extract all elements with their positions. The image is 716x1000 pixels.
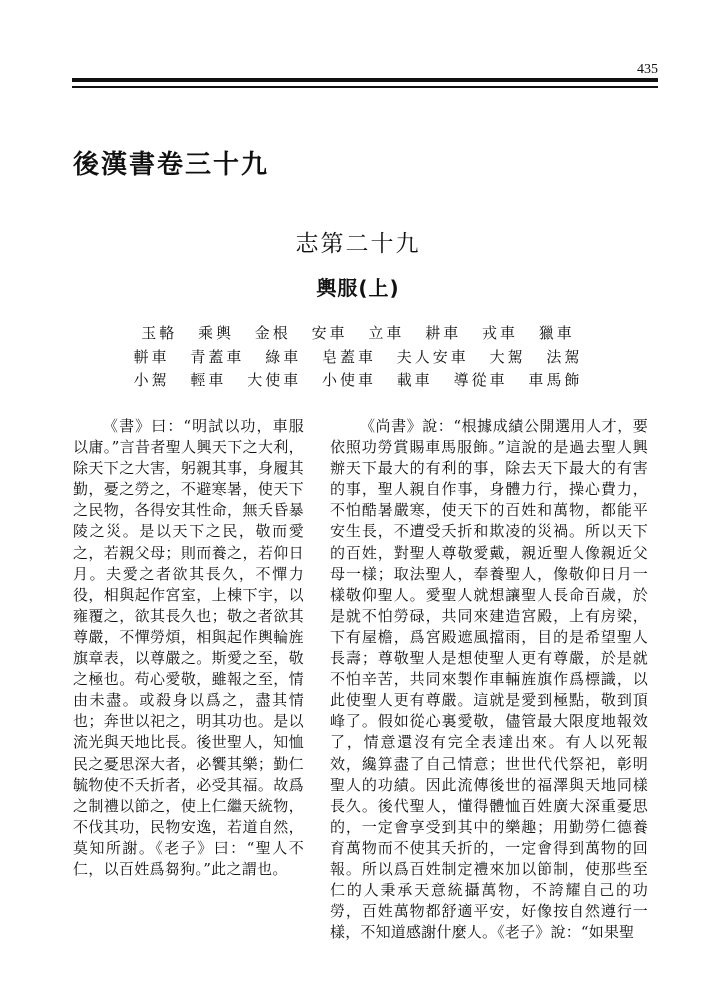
classical-text-column [73, 416, 304, 880]
toc-line [0, 369, 716, 393]
toc-item: 耕車 [425, 324, 462, 342]
toc-item: 大使車 [247, 371, 302, 389]
toc-item: 立車 [368, 324, 405, 342]
book-title: 後漢書卷三十九 [73, 150, 270, 180]
classical-text-paragraph: 《書》曰：“明試以功，車服以庸。”言昔者聖人興天下之大利，除天下之大害，躬親其事，身履其勤，憂之勞之，不避寒暑，使天下之民物，各得安其性命，無夭昏暴陵之災。是以天下之民，敬而愛之，若親父母；則而養之，若仰日月。夫愛之者欲其長久，不憚力役，相與起作宮室，上棟下宇，以雍覆之，欲其長久也；敬之者欲其尊嚴，不憚勞煩，相與起作輿輪旌旗章表，以尊嚴之。斯愛之至，敬之極也。苟心愛敬，雖報之至，情由未盡。或殺身以爲之，盡其情也；奔世以祀之，明其功也。是以流光與天地比長。後世聖人，知恤民之憂思深大者，必饗其樂；勤仁毓物使不夭折者，必受其福。故爲之制禮以節之，使上仁繼天統物，不伐其功，民物安逸，若道自然，莫知所謝。《老子》曰：“聖人不仁，以百姓爲芻狗。”此之謂也。 [73, 417, 304, 878]
toc-item: 軿車 [133, 347, 170, 366]
toc-item: 導從車 [453, 371, 508, 389]
toc-item: 大駕 [489, 347, 526, 366]
toc-item: 安車 [311, 324, 348, 342]
toc-item: 小駕 [133, 371, 170, 389]
toc-line [0, 322, 716, 346]
toc-line [0, 346, 716, 370]
toc-item: 皂蓋車 [321, 347, 376, 366]
toc-item: 法駕 [546, 347, 583, 366]
table-of-contents [0, 322, 716, 393]
header-rule-thick [72, 78, 658, 82]
chapter-title: 志第二十九 [295, 231, 421, 257]
page-number: 435 [637, 62, 658, 77]
section-title: 輿服(上) [316, 276, 400, 300]
toc-item: 輕車 [190, 371, 227, 389]
translation-paragraph: 《尚書》說：“根據成績公開選用人才，要依照功勞賞賜車馬服飾。”這說的是過去聖人興辦天下最大的有利的事，除去天下最大的有害的事，聖人親自作事，身體力行，操心費力，不怕酷暑嚴寒，使天下的百姓和萬物，都能平安生長，不遭受夭折和欺凌的災禍。所以天下的百姓，對聖人尊敬愛戴，親近聖人像親近父母一樣；取法聖人，奉養聖人，像敬仰日月一樣敬仰聖人。愛聖人就想讓聖人長命百歲，於是就不怕勞碌，共同來建造宮殿，上有房梁，下有屋檐，爲宮殿遮風擋雨，目的是希望聖人長壽；尊敬聖人是想使聖人更有尊嚴，於是就不怕辛苦，共同來製作車輛旌旗作爲標識，以此使聖人更有尊嚴。這就是愛到極點，敬到頂峰了。假如從心裏愛敬，儘管最大限度地報效了，情意還沒有完全表達出來。有人以死報效，纔算盡了自己情意；世世代代祭祀，彰明聖人的功績。因此流傳後世的福澤與天地同樣長久。後代聖人，懂得體恤百姓廣大深重憂思的，一定會享受到其中的樂趣；用勤勞仁德養育萬物而不使其夭折的，一定會得到萬物的回報。所以爲百姓制定禮來加以節制，使那些至仁的人秉承天意統攝萬物，不誇耀自己的功勞，百姓萬物都舒適平安，好像按自然遵行一樣，不知道感謝什麼人。《老子》說：“如果聖 [330, 417, 648, 942]
toc-item: 金根 [254, 324, 291, 342]
translation-column [330, 416, 648, 943]
toc-item: 載車 [396, 371, 433, 389]
toc-item: 乘輿 [198, 324, 235, 342]
toc-item: 獵車 [538, 324, 575, 342]
toc-item: 青蓋車 [190, 347, 245, 366]
toc-item: 戎車 [481, 324, 518, 342]
toc-item: 車馬飾 [528, 371, 583, 389]
toc-item: 夫人安車 [396, 347, 469, 366]
header-rule-thin [72, 86, 658, 88]
toc-item: 小使車 [321, 371, 376, 389]
toc-item: 綠車 [265, 347, 302, 366]
toc-item: 玉輅 [141, 324, 178, 342]
